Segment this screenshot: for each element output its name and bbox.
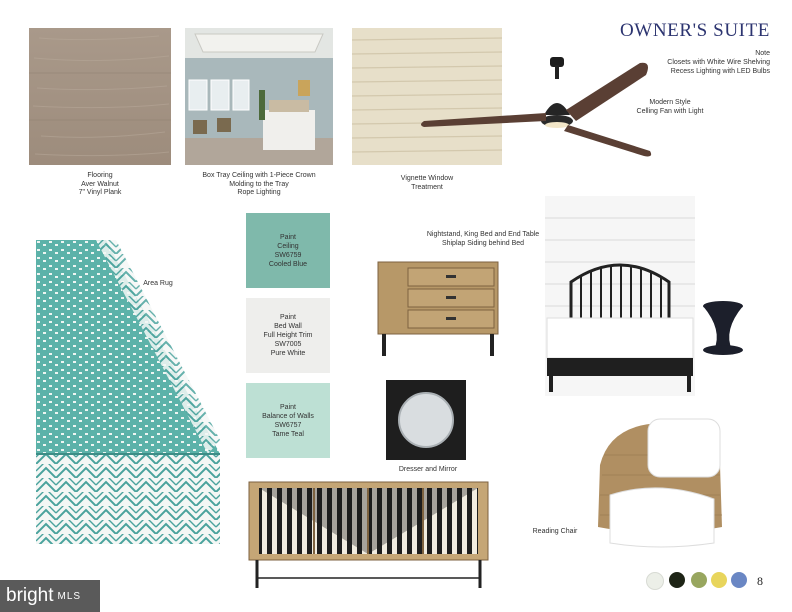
swatch-walls-line-2: Balance of Walls (262, 412, 314, 420)
rug-caption: Area Rug (143, 280, 173, 287)
swatch-ceiling-line-2: Ceiling (277, 242, 299, 250)
note-heading: Note (755, 50, 770, 57)
reading-chair-image (590, 415, 730, 555)
ceiling-caption-1: Box Tray Ceiling with 1-Piece Crown (202, 172, 316, 179)
ceiling-caption-2: Molding to the Tray (229, 180, 289, 188)
swatch-bedwall-line-4: SW7005 (274, 341, 302, 348)
chair-caption: Reading Chair (532, 528, 578, 535)
paint-swatch-walls (246, 383, 330, 458)
watermark-suffix: MLS (57, 590, 82, 602)
fan-caption-2: Celling Fan with Light (636, 107, 704, 115)
bed-caption-2: Shiplap Siding behind Bed (441, 239, 525, 247)
swatch-bedwall-line-1: Paint (280, 314, 296, 321)
swatch-walls-line-3: SW6757 (274, 421, 302, 429)
fan-caption-1: Modern Style (649, 99, 691, 106)
swatch-walls-line-4: Tame Teal (272, 430, 304, 438)
mirror-image (386, 380, 466, 460)
palette-dot-1 (646, 572, 664, 590)
note-closets: Closets with White Wire Shelving (667, 59, 770, 66)
window-caption-1: Vignette Window (400, 175, 454, 182)
swatch-bedwall-line-5: Pure White (270, 350, 306, 357)
page-title: OWNER'S SUITE (619, 20, 770, 41)
palette-dot-5 (731, 572, 747, 588)
paint-swatch-bed-wall (246, 298, 330, 373)
swatch-ceiling-line-1: Paint (280, 233, 296, 241)
bright-mls-watermark (0, 580, 100, 612)
window-caption-2: Treatment (411, 183, 443, 191)
swatch-bedwall-line-3: Full Height Trim (263, 332, 313, 339)
palette-dot-2 (669, 572, 685, 588)
paint-swatch-ceiling (246, 213, 330, 288)
swatch-ceiling-line-4: Cooled Blue (268, 260, 308, 268)
page-number: 8 (757, 574, 763, 588)
flooring-caption-3: 7" Vinyl Plank (78, 189, 122, 196)
tray-ceiling-photo (185, 28, 333, 165)
king-bed-image (545, 196, 695, 396)
note-lighting: Recess Lighting with LED Bulbs (670, 68, 770, 75)
flooring-photo (29, 28, 171, 165)
palette-dot-4 (711, 572, 727, 588)
swatch-walls-line-1: Paint (280, 403, 296, 411)
ceiling-caption-3: Rope Lighting (237, 189, 281, 196)
palette-dot-3 (691, 572, 707, 588)
flooring-caption-1: Flooring (87, 172, 113, 179)
nightstand-image (374, 258, 502, 358)
dresser-caption: Dresser and Mirror (398, 466, 458, 473)
swatch-ceiling-line-3: SW6759 (274, 251, 302, 259)
dresser-image (247, 480, 490, 590)
end-table-image (700, 300, 746, 356)
watermark-brand: bright (6, 585, 54, 606)
swatch-bedwall-line-2: Bed Wall (274, 323, 302, 330)
flooring-caption-2: Aver Walnut (81, 180, 119, 188)
bed-caption-1: Nightstand, King Bed and End Table (426, 231, 540, 238)
